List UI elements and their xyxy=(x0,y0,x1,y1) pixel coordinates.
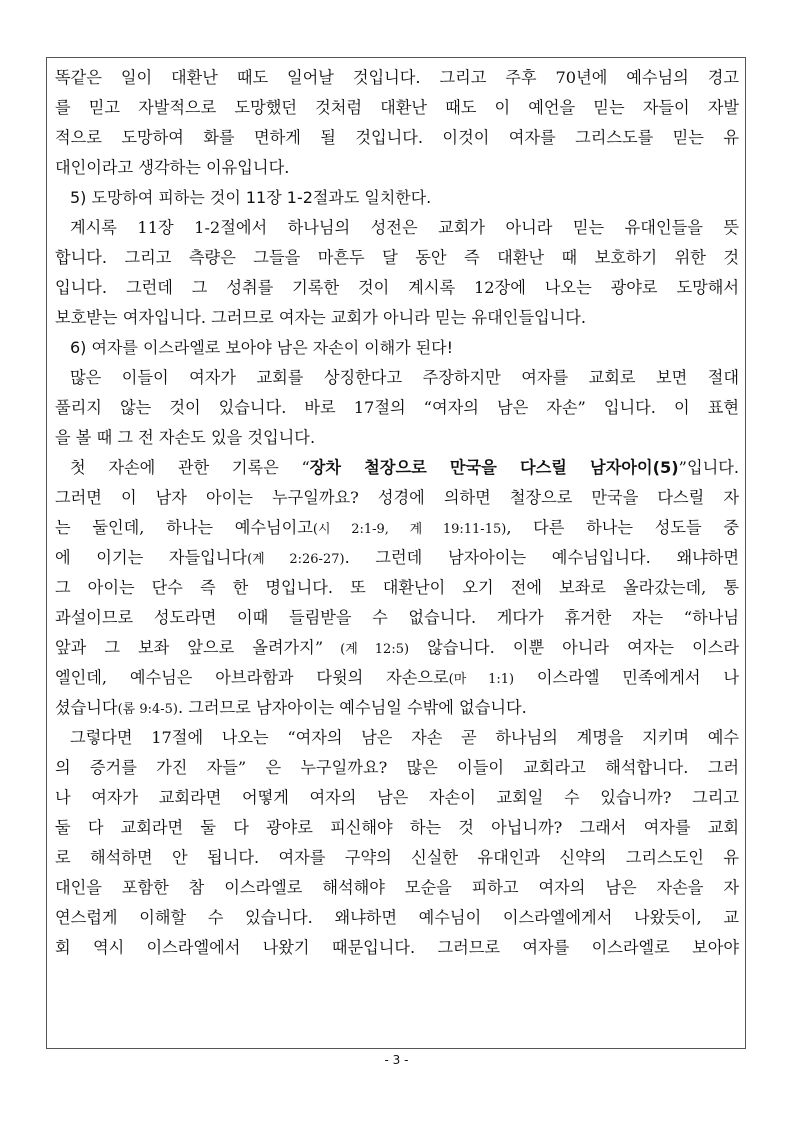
text-line xyxy=(55,663,739,693)
text-line: 똑같은 일이 대환난 때도 일어날 것입니다. 그리고 주후 70년에 예수님의 경고 xyxy=(55,68,739,87)
text-line: 합니다. 그리고 측량은 그들을 마흔두 달 동안 즉 대환난 때 보호하기 위한 것 xyxy=(55,248,739,267)
text-line xyxy=(55,453,739,483)
text-line: 의 증거를 가진 자들” 은 누구일까요? 많은 이들이 교회라고 해석합니다. 그러 xyxy=(55,758,739,777)
text-line: 로 해석하면 안 됩니다. 여자를 구약의 신실한 유대인과 신약의 그리스도인 유 xyxy=(55,848,739,867)
line-text: ”입니다. xyxy=(678,458,739,477)
line-text: 엘인데, 예수님은 아브라함과 다윗의 자손으로 xyxy=(55,668,449,687)
scripture-reference: (계 12:5) xyxy=(323,642,410,657)
text-line xyxy=(55,693,739,723)
text-line: 계시록 11장 1-2절에서 하나님의 성전은 교회가 아니라 믿는 유대인들을 뜻 xyxy=(70,218,739,237)
text-line: 를 믿고 자발적으로 도망했던 것처럼 대환난 때도 이 예언을 믿는 자들이 자발 xyxy=(55,98,739,117)
line-text: 는 둘인데, 하나는 예수님이고 xyxy=(55,518,313,537)
text-line: 회 역시 이스라엘에서 나왔기 때문입니다. 그러므로 여자를 이스라엘로 보아야 xyxy=(55,938,739,957)
edit-mark xyxy=(313,908,335,927)
text-line xyxy=(55,633,739,663)
section-heading-6: 6) 여자를 이스라엘로 보아야 남은 자손이 이해가 된다! xyxy=(70,338,454,357)
text-line: 풀리지 않는 것이 있습니다. 바로 17절의 “여자의 남은 자손” 입니다. 이 표현 xyxy=(55,398,739,417)
text-line: 대인을 포함한 참 이스라엘로 해석해야 모순을 피하고 여자의 남은 자손을 자 xyxy=(55,878,739,897)
text-line: 그렇다면 17절에 나오는 “여자의 남은 자손 곧 하나님의 계명을 지키며 예수 xyxy=(70,728,739,747)
bold-quote: 장차 철장으로 만국을 다스릴 남자아이(5) xyxy=(309,458,679,477)
text-line: 둘 다 교회라면 둘 다 광야로 피신해야 하는 것 아닙니까? 그래서 여자를 교회 xyxy=(55,818,739,837)
page-number: - 3 - xyxy=(384,1053,409,1067)
text-line: 을 볼 때 그 전 자손도 있을 것입니다. xyxy=(55,428,316,447)
text-line xyxy=(55,543,739,573)
scripture-reference: (마 1:1) xyxy=(448,672,515,687)
line-text: 이스라엘 민족에게서 나 xyxy=(514,668,739,687)
section-heading-5: 5) 도망하여 피하는 것이 11장 1-2절과도 일치한다. xyxy=(70,188,432,207)
text-line xyxy=(55,903,739,933)
scripture-reference: (계 2:26-27) xyxy=(247,552,345,567)
scripture-reference: (롬 9:4-5) xyxy=(117,702,178,717)
page-frame xyxy=(46,57,746,1049)
line-text: . 그러므로 남자아이는 예수님일 수밖에 없습니다. xyxy=(177,698,527,717)
line-text: 않습니다. 이뿐 아니라 여자는 이스라 xyxy=(409,638,739,657)
text-line xyxy=(55,513,739,543)
text-line: 많은 이들이 여자가 교회를 상징한다고 주장하지만 여자를 교회로 보면 절대 xyxy=(70,368,739,387)
text-line: 입니다. 그런데 그 성취를 기록한 것이 계시록 12장에 나오는 광야로 도망해서 xyxy=(55,278,739,297)
line-text: . 그런데 남자아이는 예수님입니다. 왜냐하면 xyxy=(344,548,739,567)
text-line: 적으로 도망하여 화를 면하게 될 것입니다. 이것이 여자를 그리스도를 믿는 유 xyxy=(55,128,739,147)
text-line: 대인이라고 생각하는 이유입니다. xyxy=(55,158,290,177)
text-line: 그러면 이 남자 아이는 누구일까요? 성경에 의하면 철장으로 만국을 다스릴 자 xyxy=(55,488,739,507)
line-text: , 다른 하나는 성도들 중 xyxy=(506,518,739,537)
line-text: 에 이기는 자들입니다 xyxy=(55,548,248,567)
line-text: 앞과 그 보좌 앞으로 올려가지” xyxy=(55,638,324,657)
text-line: 나 여자가 교회라면 어떻게 여자의 남은 자손이 교회일 수 있습니까? 그리고 xyxy=(55,788,739,807)
line-text: 왜냐하면 예수님이 이스라엘에게서 나왔듯이, 교 xyxy=(334,908,739,927)
line-text: 셨습니다 xyxy=(55,698,118,717)
body-text xyxy=(55,63,739,963)
text-line: 과설이므로 성도라면 이때 들림받을 수 없습니다. 게다가 휴거한 자는 “하나님 xyxy=(55,608,739,627)
line-text: 연스럽게 이해할 수 있습니다. xyxy=(55,908,313,927)
scripture-reference: (시 2:1-9, 계 19:11-15) xyxy=(312,522,507,537)
text-line: 보호받는 여자입니다. 그러므로 여자는 교회가 아니라 믿는 유대인들입니다. xyxy=(55,308,587,327)
text-line: 그 아이는 단수 즉 한 명입니다. 또 대환난이 오기 전에 보좌로 올라갔는데, 통 xyxy=(55,578,739,597)
line-text: 첫 자손에 관한 기록은 “ xyxy=(70,458,310,477)
